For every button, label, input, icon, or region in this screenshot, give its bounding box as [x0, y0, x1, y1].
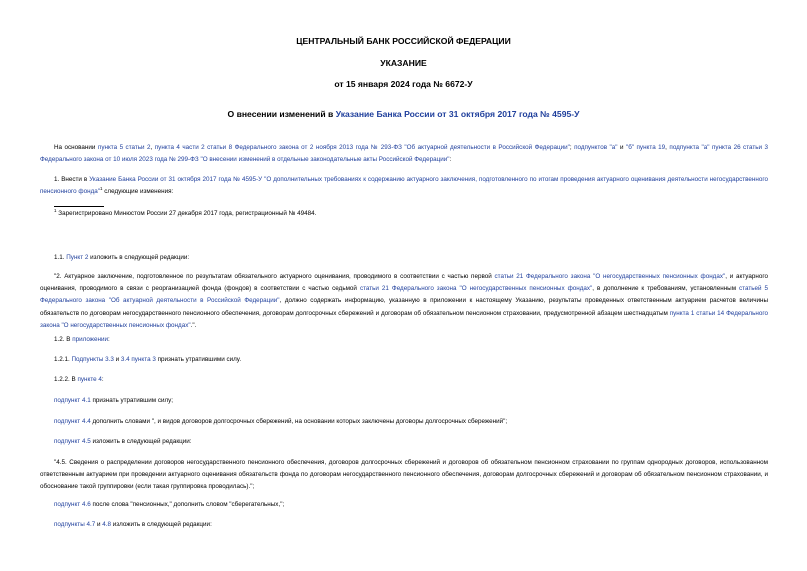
- sub45-text: изложить в следующей редакции:: [90, 438, 192, 445]
- item122-text-2: :: [101, 376, 104, 383]
- link-punkt-4[interactable]: пункте 4: [77, 376, 102, 383]
- item11-text-2: изложить в следующей редакции:: [88, 254, 190, 261]
- item-1-2: [54, 334, 110, 346]
- link-podpunkt-4-1[interactable]: подпункт 4.1: [54, 397, 91, 404]
- link-statya-21-npf-2[interactable]: статьи 21 Федерального закона "О негосударственных пенсионных фондах": [359, 285, 593, 293]
- footnote-text: Зарегистрировано Минюстом России 27 декабря 2017 года, регистрационный № 49484.: [56, 210, 317, 217]
- sub47-text-2: изложить в следующей редакции:: [111, 521, 212, 528]
- link-podpunkt-3-3[interactable]: Подпункты 3.3: [71, 356, 114, 363]
- quote2-text-5: .".: [190, 321, 197, 329]
- intro-text-2: ,: [150, 144, 155, 151]
- link-statya-21-npf[interactable]: статьи 21 Федерального закона "О негосударственных пенсионных фондах": [494, 273, 726, 280]
- subitem-4-4: [54, 416, 507, 428]
- item121-text-1: 1.2.1.: [54, 356, 72, 363]
- intro-text-3: ;: [569, 144, 575, 151]
- link-ukazanie-4595-full[interactable]: Указание Банка России от 31 октября 2017 года № 4595-У "О дополнительных требованиях к содержанию актуарного заключения, подготовленного по итогам проведения актуарного оценивания деятельности негосударственного пенсионного фонда": [40, 176, 769, 196]
- subitem-4-6: [54, 499, 284, 511]
- subitem-4-5: [54, 436, 192, 448]
- link-federal-law-293fz[interactable]: пункта 4 части 2 статьи 8 Федерального закона от 2 ноября 2013 года № 293-ФЗ "Об актуарной деятельности в Российской Федерации": [154, 144, 570, 151]
- footnote-marker: 1: [54, 207, 57, 213]
- sub47-text-1: и: [95, 521, 103, 528]
- sub44-text: дополнить словами ", и видов договоров долгосрочных сбережений, на основании которых заключены договоры долгосрочных сбережений";: [90, 418, 508, 425]
- intro-text-6: :: [449, 156, 452, 164]
- link-podpunkt-4-4[interactable]: подпункт 4.4: [54, 418, 91, 425]
- item12-text-2: :: [108, 336, 110, 343]
- sub41-text: признать утратившим силу;: [90, 397, 174, 404]
- item-1-paragraph: [40, 174, 768, 198]
- subitem-4-7-4-8: [54, 519, 212, 531]
- link-statya-5-actuarial[interactable]: статьей 5 Федерального закона "Об актуарной деятельности в Российской Федерации": [40, 285, 769, 305]
- title-link-ukazanie-4595[interactable]: Указание Банка России от 31 октября 2017 года № 4595-У: [335, 109, 580, 119]
- quote2-text-1: "2. Актуарное заключение, подготовленное по результатам обязательного актуарного оценивания, проводимого в соответствии с частью первой: [54, 273, 495, 280]
- quote2-text-3: , в дополнение к требованиям, установленным: [592, 285, 740, 293]
- document-type-heading: УКАЗАНИЕ: [380, 58, 427, 68]
- footnote-ref: 1: [100, 186, 103, 192]
- subitem-4-1: [54, 395, 173, 407]
- item121-text-2: и: [113, 356, 121, 363]
- organization-heading: ЦЕНТРАЛЬНЫЙ БАНК РОССИЙСКОЙ ФЕДЕРАЦИИ: [296, 36, 511, 46]
- item121-text-3: признать утратившими силу.: [155, 356, 242, 363]
- link-prilozhenie[interactable]: приложении: [72, 336, 109, 343]
- link-podpunkt-4-5[interactable]: подпункт 4.5: [54, 438, 91, 445]
- quote-punkt-2: [40, 271, 768, 332]
- item1-text-1: 1. Внести в: [54, 176, 90, 183]
- quote2-text-4: , должно содержать информацию, указанную в приложении к настоящему Указанию, результаты проведенных ответственным актуарием расчетов величины обязательств по договорам негосударственного пенсионного обеспечения, договорам долгосрочных сбережений и договорам об обязательном пенсионном страховании, предусмотренной абзацем шестнадцатым: [40, 297, 768, 317]
- link-punkt-2[interactable]: Пункт 2: [66, 254, 89, 261]
- footnote-divider: [54, 206, 104, 207]
- link-federal-law-299fz[interactable]: подпункта "а" пункта 26 статьи 3 Федерального закона от 10 июля 2023 года № 299-ФЗ "О внесении изменений в отдельные законодательные акты Российской Федерации": [40, 144, 769, 164]
- sub46-text: после слова "пенсионных," дополнить словом "сберегательных,";: [90, 501, 285, 508]
- link-podpunkt-a[interactable]: подпунктов "а": [574, 144, 618, 151]
- document-title-prefix: О внесении изменений в: [227, 109, 336, 119]
- link-punkt-1-statya-14[interactable]: пункта 1 статьи 14 Федерального закона "О негосударственных пенсионных фондах": [40, 309, 768, 329]
- intro-paragraph: [40, 142, 768, 166]
- intro-text-4: и: [617, 144, 626, 151]
- item-1-2-1: [54, 354, 241, 366]
- intro-text-1: На основании: [54, 144, 98, 151]
- footnote: [54, 208, 316, 220]
- item-1-2-2: [54, 374, 104, 386]
- document-title: [0, 109, 807, 119]
- link-punkt-5-stati-2[interactable]: пункта 5 статьи 2: [97, 144, 151, 151]
- quote-4-5: "4.5. Сведения о распределении договоров негосударственного пенсионного обеспечения, договоров долгосрочных сбережений и договоров об обязательном пенсионном страховании по группам однородных договоров, использованном ответственным актуарием при проведении актуарного оценивания обязательств фонда по договорам негосударственного пенсионного обеспечения, договорам долгосрочных сбережений и договорам об обязательном пенсионном страховании, и обоснование такой группировки (если такая группировка проводилась).";: [40, 459, 768, 491]
- link-b-punkt-19[interactable]: "б" пункта 19: [625, 144, 666, 151]
- quote2-text-2: , и актуарного оценивания, проводимого в связи с реорганизацией фонда (фондов) в соответствии с частью седьмой: [40, 273, 768, 293]
- item1-text-2: следующие изменения:: [102, 188, 174, 196]
- item-1-1: [54, 252, 189, 264]
- link-podpunkt-4-8[interactable]: 4.8: [102, 521, 112, 528]
- link-podpunkt-4-7[interactable]: подпункты 4.7: [54, 521, 96, 528]
- item12-text-1: 1.2. В: [54, 336, 73, 343]
- link-podpunkt-4-6[interactable]: подпункт 4.6: [54, 501, 91, 508]
- link-podpunkt-3-4[interactable]: 3.4 пункта 3: [120, 356, 156, 363]
- intro-text-5: ,: [665, 144, 670, 151]
- item11-text-1: 1.1.: [54, 254, 67, 261]
- document-date-line: от 15 января 2024 года № 6672-У: [334, 79, 473, 89]
- item122-text-1: 1.2.2. В: [54, 376, 78, 383]
